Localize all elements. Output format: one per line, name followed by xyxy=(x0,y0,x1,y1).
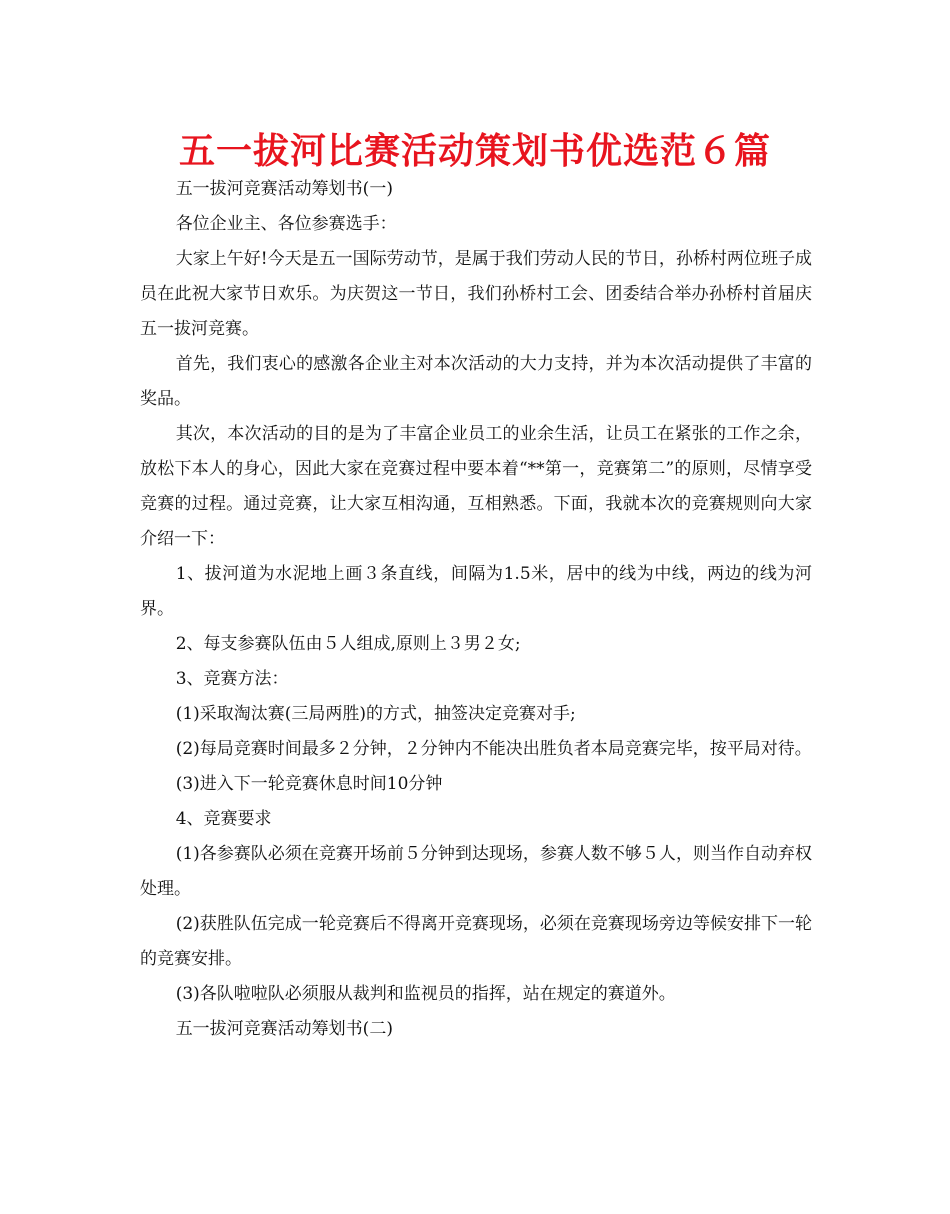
rule-subitem: (3)各队啦啦队必须服从裁判和监视员的指挥，站在规定的赛道外。 xyxy=(175,984,676,1004)
section-heading-1: 五一拔河竞赛活动筹划书(一) xyxy=(175,179,393,199)
paragraph: 其次，本次活动的目的是为了丰富企业员工的业余生活，让员工在紧张的工作之余，放松下本人的身心，因此大家在竞赛过程中要本着“**第一，竞赛第二”的原则，尽情享受竞赛的过程。通过竞赛，让大家互相沟通，互相熟悉。下面，我就本次的竞赛规则向大家介绍一下： xyxy=(140,424,812,549)
paragraph: 大家上午好!今天是五一国际劳动节，是属于我们劳动人民的节日，孙桥村两位班子成员在此祝大家节日欢乐。为庆贺这一节日，我们孙桥村工会、团委结合举办孙桥村首届庆五一拔河竞赛。 xyxy=(140,249,812,339)
document-body xyxy=(140,172,812,1047)
salutation: 各位企业主、各位参赛选手： xyxy=(175,214,397,234)
rule-item: 3、竞赛方法： xyxy=(175,669,289,689)
rule-subitem: (2)获胜队伍完成一轮竞赛后不得离开竞赛现场，必须在竞赛现场旁边等候安排下一轮的竞赛安排。 xyxy=(140,914,812,969)
rule-item: 2、每支参赛队伍由５人组成,原则上３男２女; xyxy=(175,634,521,654)
rule-subitem: (2)每局竞赛时间最多２分钟，２分钟内不能决出胜负者本局竞赛完毕，按平局对待。 xyxy=(175,739,812,759)
document-title: 五一拔河比赛活动策划书优选范６篇 xyxy=(178,131,771,172)
rule-subitem: (1)采取淘汰赛(三局两胜)的方式，抽签决定竞赛对手; xyxy=(175,704,576,724)
section-heading-2: 五一拔河竞赛活动筹划书(二) xyxy=(175,1019,393,1039)
rule-item: 1、拔河道为水泥地上画３条直线，间隔为1.5米，居中的线为中线，两边的线为河界。 xyxy=(140,564,812,619)
rule-item: 4、竞赛要求 xyxy=(175,809,272,829)
rule-subitem: (3)进入下一轮竞赛休息时间10分钟 xyxy=(175,774,443,794)
rule-subitem: (1)各参赛队必须在竞赛开场前５分钟到达现场，参赛人数不够５人，则当作自动弃权处理。 xyxy=(140,844,812,899)
paragraph: 首先，我们衷心的感激各企业主对本次活动的大力支持，并为本次活动提供了丰富的奖品。 xyxy=(140,354,812,409)
